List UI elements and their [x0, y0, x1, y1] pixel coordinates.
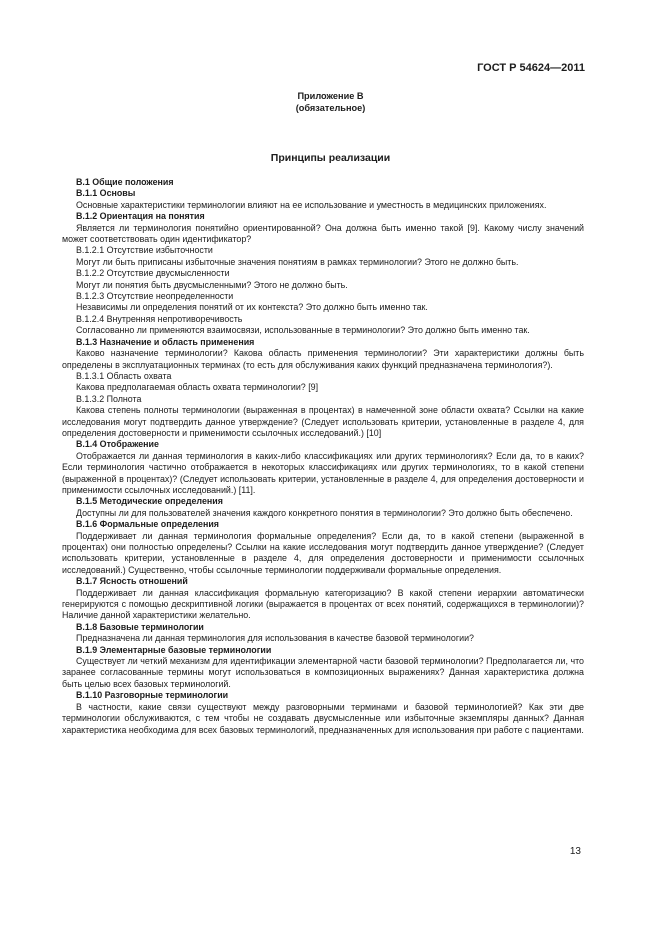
paragraph: Существует ли четкий механизм для идентификации элементарной части базовой терминологии? Предполагается ли, что заранее согласованные термины могут использоваться в композиционных выражениях? Данная характеристика должна быть целью всех базовых терминологий.: [62, 656, 584, 689]
appendix-title: Приложение В: [297, 91, 364, 101]
paragraph: Могут ли понятия быть двусмысленными? Этого не должно быть.: [76, 279, 348, 290]
appendix-status: (обязательное): [295, 103, 366, 113]
page-number: 13: [569, 846, 581, 857]
paragraph: Каково назначение терминологии? Какова область применения терминологии? Эти характеристики должны быть определены в эксплуатационных терминах (то есть для обслуживания каких функций предназначена терминология?).: [62, 348, 584, 370]
paragraph: Могут ли быть приписаны избыточные значения понятиям в рамках терминологии? Этого не должно быть.: [76, 256, 519, 267]
paragraph: Поддерживает ли данная терминология формальные определения? Если да, то в какой степени (выраженной в процентах) они полностью определены? Ссылки на какие исследования могут подтвердить данное утверждение? (Следует использовать критерии, установленные в разделе 4, для определения достоверности и применимости ссылочных исследований.) Существенно, чтобы ссылочные терминологии поддерживали формальные определения.: [62, 530, 584, 575]
subsection-heading: В.1.3 Назначение и область применения: [76, 336, 255, 347]
document-body: [62, 177, 584, 736]
subsection-heading: В.1.6 Формальные определения: [76, 519, 219, 530]
paragraph: Независимы ли определения понятий от их контекста? Это должно быть именно так.: [76, 302, 428, 313]
subsection-heading: В.1.9 Элементарные базовые терминологии: [76, 644, 272, 655]
paragraph: Какова степень полноты терминологии (выраженная в процентах) в намеченной зоне области охвата? Ссылки на какие исследования могут подтвердить данное утверждение? (Следует использовать критерии, установленные в разделе 4, для определения достоверности и применимости ссылочных исследований.) [10]: [62, 405, 584, 438]
paragraph: Доступны ли для пользователей значения каждого конкретного понятия в терминологии? Это должно быть обеспечено.: [76, 507, 573, 518]
clause-heading: В.1.2.3 Отсутствие неопределенности: [76, 291, 234, 302]
section-heading: В.1 Общие положения: [76, 177, 174, 187]
clause-heading: В.1.3.2 Полнота: [76, 393, 142, 404]
subsection-heading: В.1.4 Отображение: [76, 439, 159, 450]
subsection-heading: В.1.1 Основы: [76, 188, 136, 199]
clause-heading: В.1.3.1 Область охвата: [76, 370, 172, 381]
subsection-heading: В.1.8 Базовые терминологии: [76, 621, 204, 632]
section-title: Принципы реализации: [270, 152, 391, 164]
paragraph: Является ли терминология понятийно ориентированной? Она должна быть именно такой [9]. Какому числу значений может соответствовать один идентификатор?: [62, 222, 584, 245]
paragraph: Согласованно ли применяются взаимосвязи, использованные в терминологии? Это должно быть именно так.: [76, 325, 530, 336]
clause-heading: В.1.2.2 Отсутствие двусмысленности: [76, 268, 230, 279]
appendix-heading: [0, 90, 661, 114]
clause-heading: В.1.2.4 Внутренняя непротиворечивость: [76, 313, 243, 324]
paragraph: Предназначена ли данная терминология для использования в качестве базовой терминологии?: [76, 633, 474, 644]
paragraph: В частности, какие связи существуют между разговорными терминами и базовой терминологией? Как эти две терминологии обслуживаются, с тем чтобы не создавать двусмысленные или избыточные экземпляры данных? Данная характеристика необходима для всех базовых терминологий, предназначенных для использования при работе с пациентами.: [62, 701, 584, 735]
subsection-heading: В.1.10 Разговорные терминологии: [76, 690, 229, 701]
paragraph: Основные характеристики терминологии влияют на ее использование и уместность в медицинских приложениях.: [76, 199, 547, 210]
clause-heading: В.1.2.1 Отсутствие избыточности: [76, 245, 213, 256]
subsection-heading: В.1.2 Ориентация на понятия: [76, 211, 205, 222]
paragraph: Какова предполагаемая область охвата терминологии? [9]: [76, 382, 319, 393]
standard-number: ГОСТ Р 54624—2011: [477, 62, 585, 74]
subsection-heading: В.1.7 Ясность отношений: [76, 576, 188, 587]
paragraph: Отображается ли данная терминология в каких-либо классификациях или других терминологиях? Если да, то в каких? Если терминология частично отображается в некоторых классификациях или других терминологиях, то в какой степени (выраженной в процентах)? (Следует использовать критерии, установленные в разделе 4, для определения достоверности и применимости ссылочных исследований.) [11].: [62, 450, 584, 495]
subsection-heading: В.1.5 Методические определения: [76, 496, 223, 507]
paragraph: Поддерживает ли данная классификация формальную категоризацию? В какой степени иерархии автоматически генерируются с помощью дескриптивной логики (выражается в процентах от всех понятий, содержащихся в терминологии)? Наличие данной характеристики желательно.: [62, 587, 584, 621]
